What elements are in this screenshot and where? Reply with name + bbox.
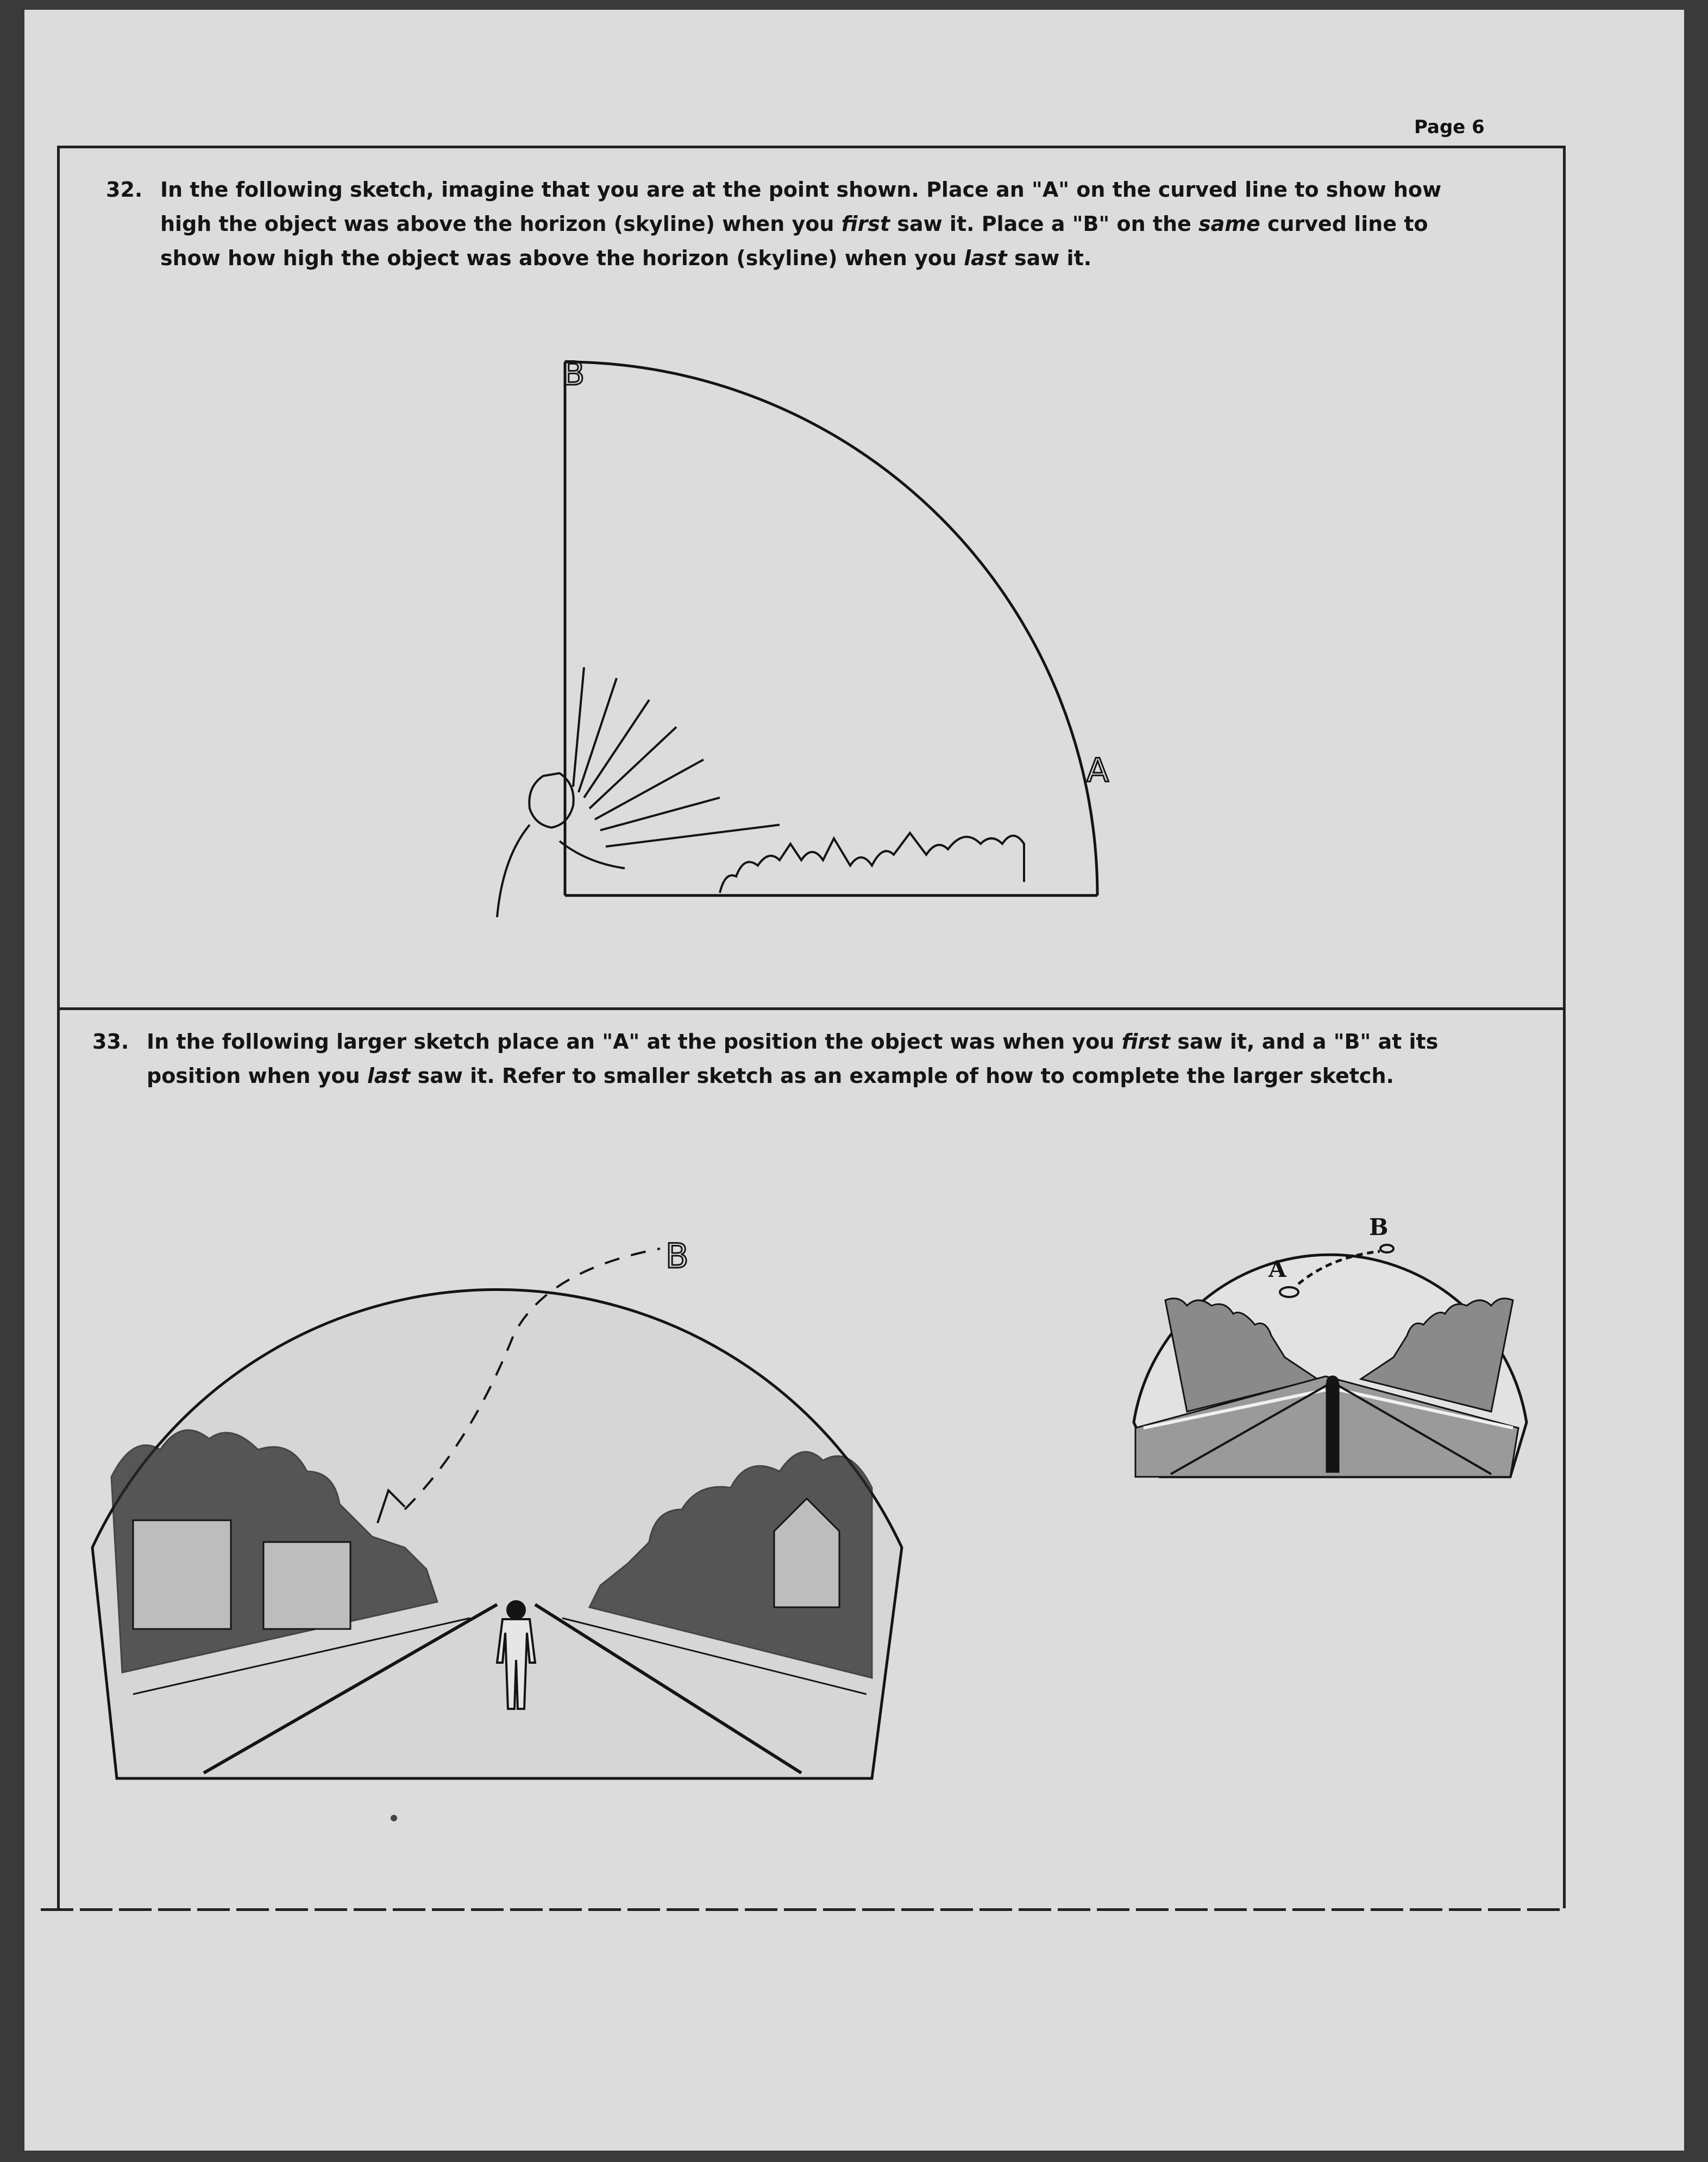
quarter-circle-sketch — [497, 355, 1109, 917]
q32-answer-A: A — [1087, 751, 1109, 789]
question-33-line-1: In the following larger sketch place an "A" at the position the object was when you first saw it, and a "B" at its — [147, 1030, 1439, 1054]
question-32-line-3: show how high the object was above the horizon (skyline) when you last saw it. — [160, 246, 1092, 270]
q32-answer-B: B — [562, 355, 585, 393]
large-dome-sketch — [92, 1236, 902, 1821]
question-33-line-2: position when you last saw it. Refer to smaller sketch as an example of how to complete the larger sketch. — [147, 1064, 1394, 1088]
example-label-B: B — [1369, 1214, 1389, 1240]
example-label-A: A — [1269, 1256, 1286, 1282]
example-man-figure — [1327, 1384, 1338, 1471]
skyline-trees — [720, 833, 1024, 893]
question-32-number: 32. — [106, 178, 143, 202]
question-33-number: 33. — [92, 1030, 129, 1054]
sketch-layer — [24, 10, 1684, 2151]
q33-answer-B: B — [665, 1236, 689, 1276]
question-32-line-1: In the following sketch, imagine that you are at the point shown. Place an "A" on the curved line to show how — [160, 178, 1442, 202]
question-32-line-2: high the object was above the horizon (skyline) when you first saw it. Place a "B" on the same curved line to — [160, 212, 1428, 236]
example-dome-sketch — [1134, 1214, 1527, 1477]
document-page — [24, 10, 1684, 2151]
page-number: Page 6 — [1414, 116, 1485, 138]
pointing-person-figure — [497, 667, 780, 917]
